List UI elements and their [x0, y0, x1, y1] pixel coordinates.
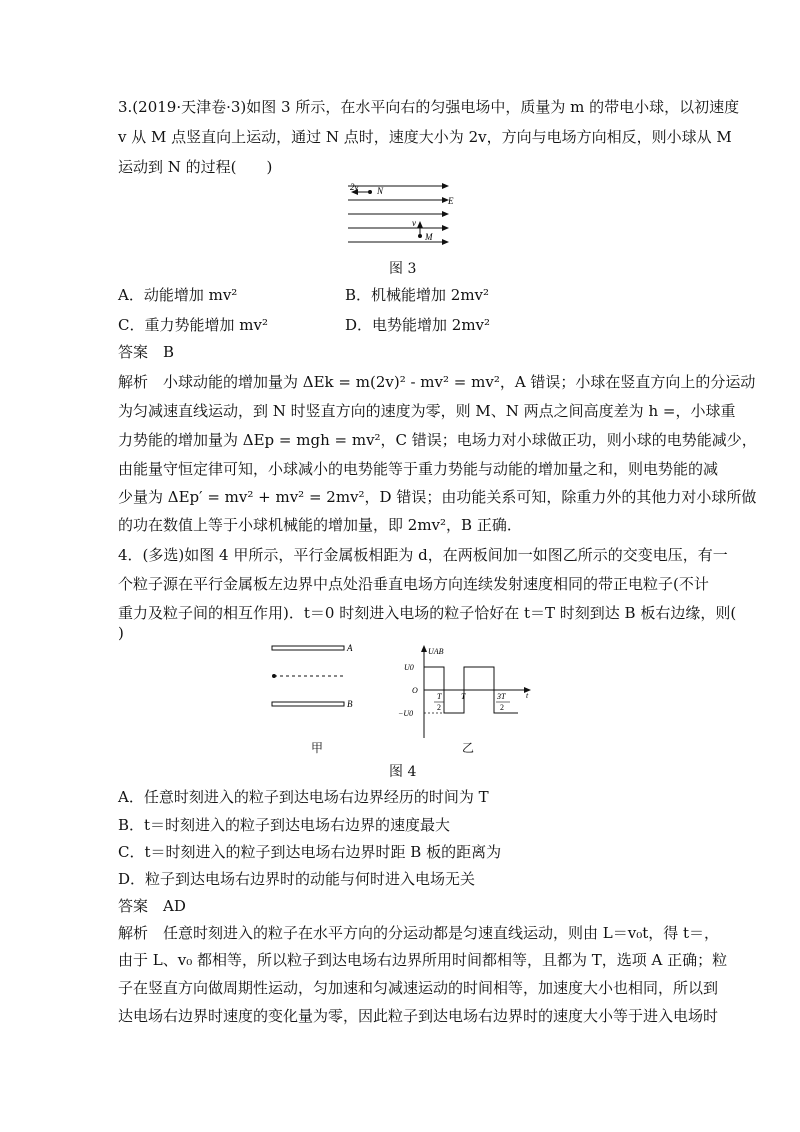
q3-explanation-line-1: 解析 小球动能的增加量为 ΔEk = m(2v)² - mv² = mv²，A 错误；小球在竖直方向上的分运动 — [118, 373, 756, 391]
svg-text:UAB: UAB — [428, 647, 444, 656]
particle-source — [272, 674, 276, 678]
svg-text:−U0: −U0 — [398, 709, 414, 718]
q4-explanation-line-3: 子在竖直方向做周期性运动，匀加速和匀减速运动的时间相等，加速度大小也相同，所以到 — [118, 979, 719, 997]
figure-4-jia-caption: 甲 — [311, 741, 324, 755]
figure-4-yi-caption: 乙 — [462, 741, 475, 755]
figure-3-caption: 图 3 — [389, 261, 417, 277]
svg-text:t: t — [526, 691, 529, 700]
q3-stem-line-2: v 从 M 点竖直向上运动，通过 N 点时，速度大小为 2v，方向与电场方向相反，则小球从 M — [118, 128, 732, 146]
svg-text:2: 2 — [437, 703, 441, 712]
label-E: E — [448, 196, 454, 206]
q3-explanation-line-3: 力势能的增加量为 ΔEp = mgh = mv²，C 错误；电场力对小球做正功，则小球的电势能减少， — [118, 431, 757, 449]
svg-text:T: T — [461, 692, 466, 701]
q3-option-b: B．机械能增加 2mv² — [345, 286, 490, 304]
q4-explanation-line-1: 解析 任意时刻进入的粒子在水平方向的分运动都是匀速直线运动，则由 L＝v₀t，得 t＝， — [118, 924, 720, 942]
q4-option-b: B．t＝时刻进入的粒子到达电场右边界的速度最大 — [118, 816, 451, 834]
figure-4-yi-voltage-graph — [398, 640, 538, 740]
q4-stem-line-3: 重力及粒子间的相互作用)．t＝0 时刻进入电场的粒子恰好在 t＝T 时刻到达 B 板右边缘，则( — [118, 604, 737, 622]
q4-explanation-line-2: 由于 L、v₀ 都相等，所以粒子到达电场右边界所用时间都相等，且都为 T，选项 A 正确；粒 — [118, 951, 728, 969]
figure-3-diagram — [340, 178, 460, 248]
q3-stem-line-1: 3.(2019·天津卷·3)如图 3 所示，在水平向右的匀强电场中，质量为 m 的带电小球，以初速度 — [118, 98, 740, 116]
q4-explanation-line-4: 达电场右边界时速度的变化量为零，因此粒子到达电场右边界时的速度大小等于进入电场时 — [118, 1007, 719, 1025]
svg-text:3T: 3T — [497, 692, 506, 701]
q3-explanation-line-5: 少量为 ΔEp′ = mv² + mv² = 2mv²，D 错误；由功能关系可知，除重力外的其他力对小球所做 — [118, 488, 757, 506]
label-plate-B: B — [347, 699, 353, 709]
q4-stem-line-1: 4．(多选)如图 4 甲所示，平行金属板相距为 d，在两板间加一如图乙所示的交变电压，有一 — [118, 546, 728, 564]
q4-option-d: D．粒子到达电场右边界时的动能与何时进入电场无关 — [118, 870, 476, 888]
svg-text:U0: U0 — [404, 663, 414, 672]
q4-stem-line-4: ) — [118, 624, 124, 642]
q3-stem-line-3: 运动到 N 的过程( ) — [118, 158, 273, 176]
svg-text:O: O — [412, 686, 418, 695]
q3-answer: 答案 B — [118, 343, 175, 361]
label-M: M — [425, 232, 433, 242]
label-v: v — [412, 218, 416, 228]
point-M — [418, 234, 422, 238]
q4-stem-line-2: 个粒子源在平行金属板左边界中点处沿垂直电场方向连续发射速度相同的带正电粒子(不计 — [118, 575, 709, 593]
q4-option-c: C．t＝时刻进入的粒子到达电场右边界时距 B 板的距离为 — [118, 843, 502, 861]
label-2v: 2v — [350, 182, 359, 192]
svg-text:T: T — [437, 692, 442, 701]
figure-4-jia-plates — [268, 640, 358, 720]
svg-text:2: 2 — [500, 703, 504, 712]
q4-option-a: A．任意时刻进入的粒子到达电场右边界经历的时间为 T — [118, 788, 489, 806]
point-N — [368, 190, 372, 194]
q3-explanation-line-4: 由能量守恒定律可知，小球减小的电势能等于重力势能与动能的增加量之和，则电势能的减 — [118, 460, 719, 478]
plate-B — [272, 702, 344, 706]
q3-option-a: A．动能增加 mv² — [118, 286, 238, 304]
q3-option-c: C．重力势能增加 mv² — [118, 316, 268, 334]
label-plate-A: A — [347, 643, 353, 653]
q3-explanation-line-6: 的功在数值上等于小球机械能的增加量，即 2mv²，B 正确． — [118, 516, 522, 534]
q4-answer: 答案 AD — [118, 897, 186, 915]
figure-4-caption: 图 4 — [389, 764, 417, 780]
plate-A — [272, 646, 344, 650]
q3-option-d: D．电势能增加 2mv² — [345, 316, 491, 334]
q3-explanation-line-2: 为匀减速直线运动，到 N 时竖直方向的速度为零，则 M、N 两点之间高度差为 h =，小球重 — [118, 402, 736, 420]
label-N: N — [377, 186, 384, 196]
